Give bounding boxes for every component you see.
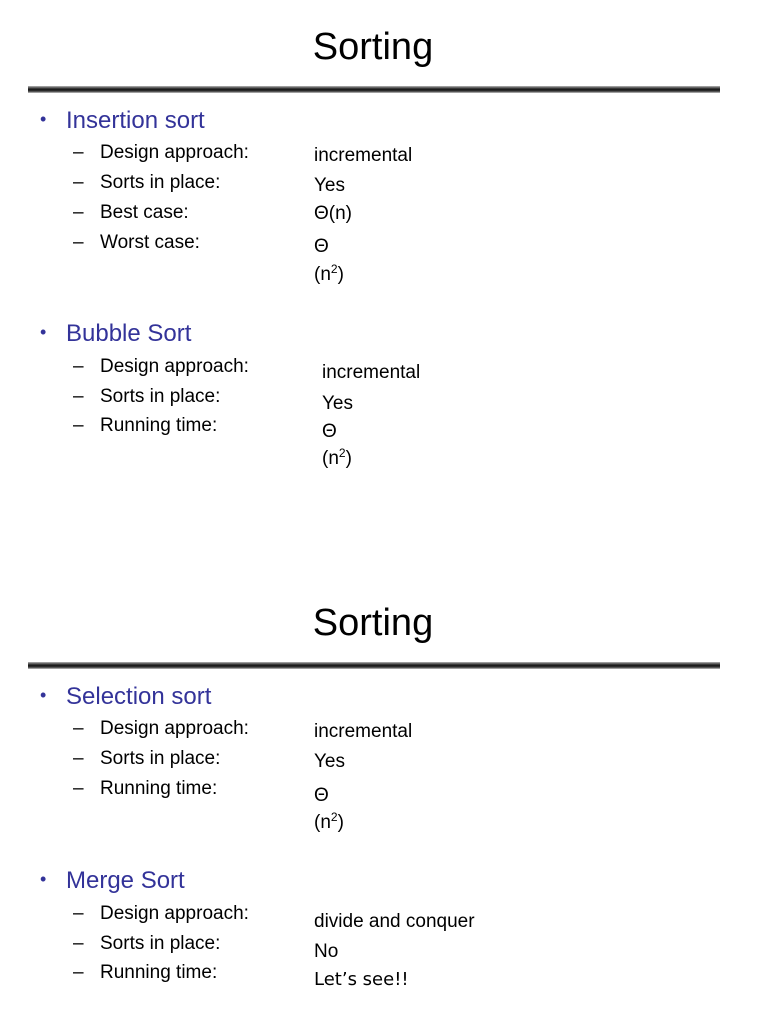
dash-icon: – (73, 778, 84, 799)
row-value: incremental (314, 721, 413, 742)
row-value: Θ(n) (314, 203, 352, 224)
section-heading-merge-sort: • Merge Sort (40, 867, 185, 894)
dash-icon: – (73, 748, 84, 769)
row-label: – Design approach: (73, 142, 249, 163)
row-value: No (314, 941, 339, 962)
row-label: – Sorts in place: (73, 386, 221, 407)
row-value: Yes (314, 175, 345, 196)
dash-icon: – (73, 142, 84, 163)
row-label: – Design approach: (73, 356, 249, 377)
section-heading-bubble-sort: • Bubble Sort (40, 320, 192, 347)
dash-icon: – (73, 903, 84, 924)
bullet-icon: • (40, 685, 47, 705)
row-label: – Sorts in place: (73, 172, 221, 193)
row-label: – Design approach: (73, 903, 249, 924)
dash-icon: – (73, 933, 84, 954)
row-value: divide and conquer (314, 911, 475, 932)
bullet-icon: • (40, 869, 47, 889)
row-value: Yes (314, 751, 345, 772)
row-value-theta: Θ (314, 785, 329, 806)
bullet-icon: • (40, 109, 47, 129)
slide-title: Sorting (312, 602, 434, 644)
dash-icon: – (73, 232, 84, 253)
row-value: Let’s see!! (314, 969, 409, 990)
row-value: Yes (322, 393, 353, 414)
dash-icon: – (73, 718, 84, 739)
row-value-theta: Θ (314, 236, 329, 257)
section-heading-selection-sort: • Selection sort (40, 683, 212, 710)
row-label: – Worst case: (73, 232, 200, 253)
dash-icon: – (73, 202, 84, 223)
slide-title: Sorting (312, 26, 434, 68)
row-value-complexity: $(n^2)$ (322, 446, 352, 469)
row-label: – Best case: (73, 202, 189, 223)
dash-icon: – (73, 356, 84, 377)
row-value: incremental (314, 145, 413, 166)
row-label: – Running time: (73, 962, 218, 983)
row-value-theta: Θ (322, 421, 337, 442)
row-label: – Running time: (73, 778, 218, 799)
row-label: – Sorts in place: (73, 933, 221, 954)
bullet-icon: • (40, 322, 47, 342)
title-divider (28, 86, 720, 93)
row-value-complexity: $(n^2)$ (314, 262, 344, 285)
dash-icon: – (73, 172, 84, 193)
section-heading-insertion-sort: • Insertion sort (40, 107, 205, 134)
row-label: – Sorts in place: (73, 748, 221, 769)
row-value-complexity: $(n^2)$ (314, 810, 344, 833)
row-label: – Running time: (73, 415, 218, 436)
dash-icon: – (73, 962, 84, 983)
row-value: incremental (322, 362, 421, 383)
dash-icon: – (73, 386, 84, 407)
dash-icon: – (73, 415, 84, 436)
title-divider (28, 662, 720, 669)
row-label: – Design approach: (73, 718, 249, 739)
